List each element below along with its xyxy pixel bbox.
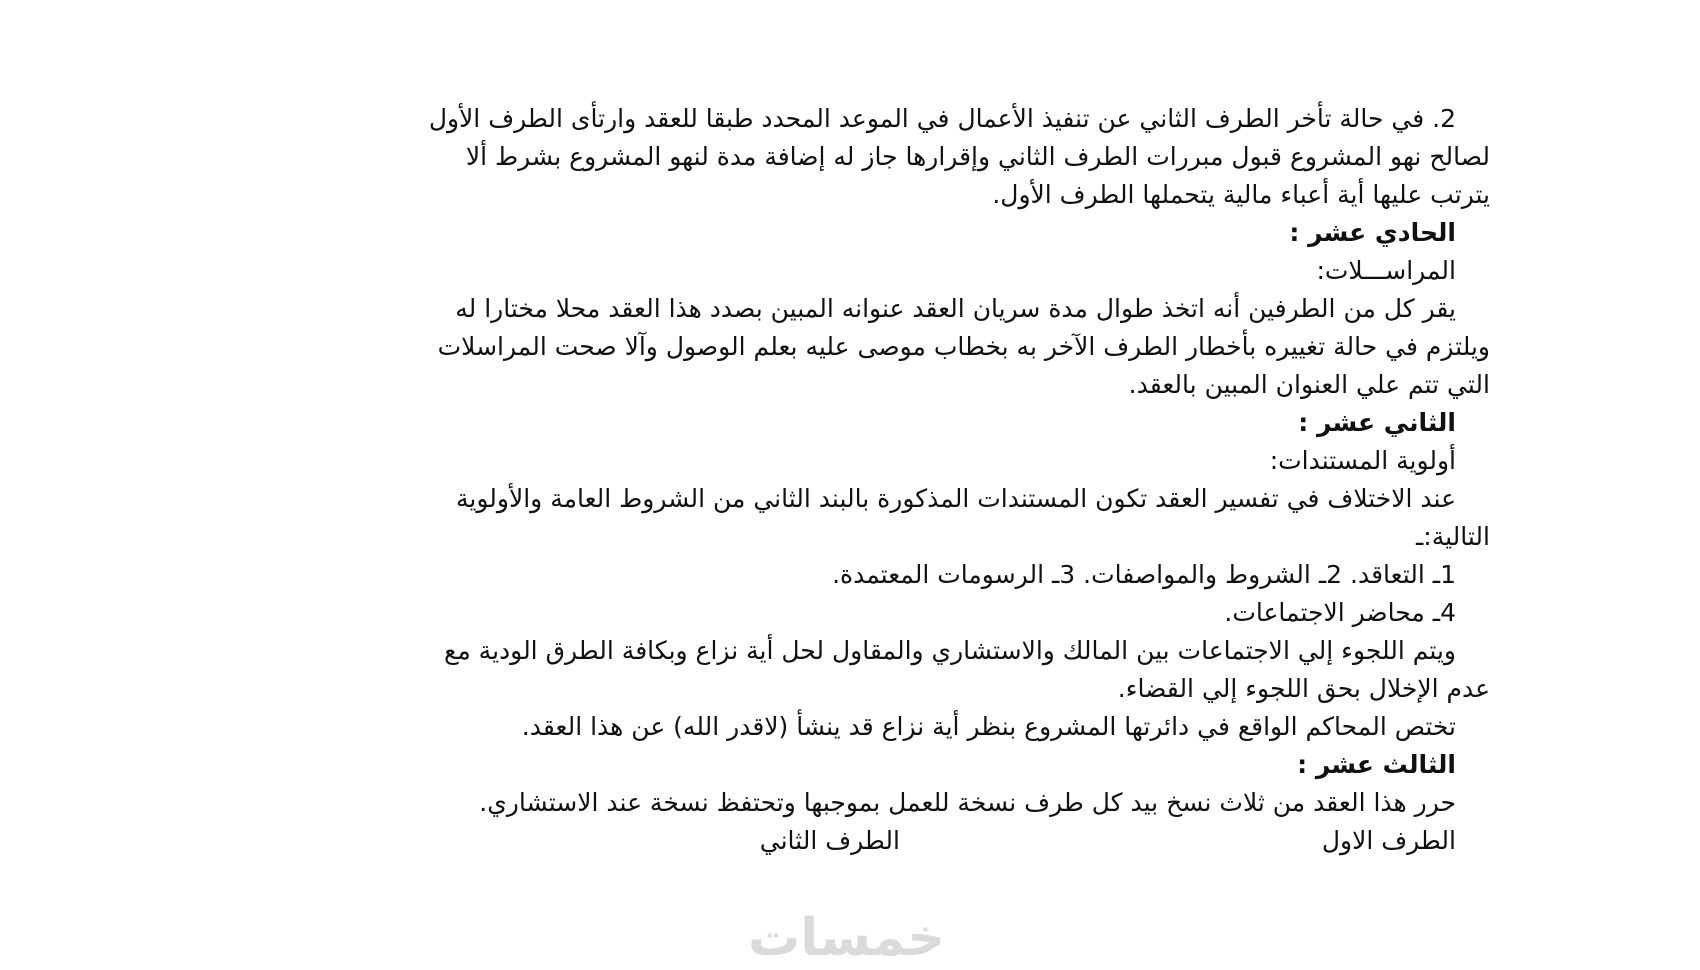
article-11-line-2: ويلتزم في حالة تغييره بأخطار الطرف الآخر به بخطاب موصى عليه بعلم الوصول وآلا صحت المراسلات bbox=[437, 332, 1490, 361]
article-12-para2-line-1: ويتم اللجوء إلي الاجتماعات بين المالك والاستشاري والمقاول لحل أية نزاع وبكافة الطرق الودية مع bbox=[444, 636, 1456, 665]
article-12-line-2: التالية:ـ bbox=[1415, 522, 1490, 551]
clause-2-line-1: 2. في حالة تأخر الطرف الثاني عن تنفيذ الأعمال في الموعد المحدد طبقا للعقد وارتأى الطرف الأول bbox=[428, 104, 1456, 133]
article-13 bbox=[272, 746, 1490, 822]
article-12-line-1: عند الاختلاف في تفسير العقد تكون المستندات المذكورة بالبند الثاني من الشروط العامة والأولوية bbox=[456, 484, 1456, 513]
article-12-list-item-1: 1ـ التعاقد. 2ـ الشروط والمواصفات. 3ـ الرسومات المعتمدة. bbox=[832, 560, 1456, 589]
clause-2 bbox=[272, 100, 1490, 214]
article-12-heading: الثاني عشر : bbox=[1298, 408, 1456, 437]
article-12-para2-line-2: عدم الإخلال بحق اللجوء إلي القضاء. bbox=[1117, 674, 1490, 703]
document-body bbox=[272, 100, 1490, 860]
article-11 bbox=[272, 214, 1490, 404]
clause-2-line-3: يترتب عليها أية أعباء مالية يتحملها الطرف الأول. bbox=[992, 180, 1490, 209]
article-13-heading: الثالث عشر : bbox=[1297, 750, 1456, 779]
article-11-line-3: التي تتم علي العنوان المبين بالعقد. bbox=[1128, 370, 1490, 399]
signatures bbox=[272, 822, 1490, 860]
article-11-heading: الحادي عشر : bbox=[1289, 218, 1456, 247]
signature-first-party: الطرف الاول bbox=[1321, 826, 1456, 855]
article-12-para3: تختص المحاكم الواقع في دائرتها المشروع بنظر أية نزاع قد ينشأ (لاقدر الله) عن هذا العقد. bbox=[521, 712, 1456, 741]
article-11-line-1: يقر كل من الطرفين أنه اتخذ طوال مدة سريان العقد عنوانه المبين بصدد هذا العقد محلا مختارا له bbox=[455, 294, 1456, 323]
article-12-list-item-2: 4ـ محاضر الاجتماعات. bbox=[1224, 598, 1456, 627]
article-12 bbox=[272, 404, 1490, 746]
watermark-logo: خمسات bbox=[748, 908, 946, 968]
clause-2-line-2: لصالح نهو المشروع قبول مبررات الطرف الثاني وإقرارها جاز له إضافة مدة لنهو المشروع بشرط ألا bbox=[465, 142, 1490, 171]
article-11-subtitle: المراســـلات: bbox=[1316, 256, 1456, 285]
signature-second-party: الطرف الثاني bbox=[759, 826, 900, 855]
article-12-subtitle: أولوية المستندات: bbox=[1269, 446, 1456, 475]
article-13-line-1: حرر هذا العقد من ثلاث نسخ بيد كل طرف نسخة للعمل بموجبها وتحتفظ نسخة عند الاستشاري. bbox=[479, 788, 1456, 817]
